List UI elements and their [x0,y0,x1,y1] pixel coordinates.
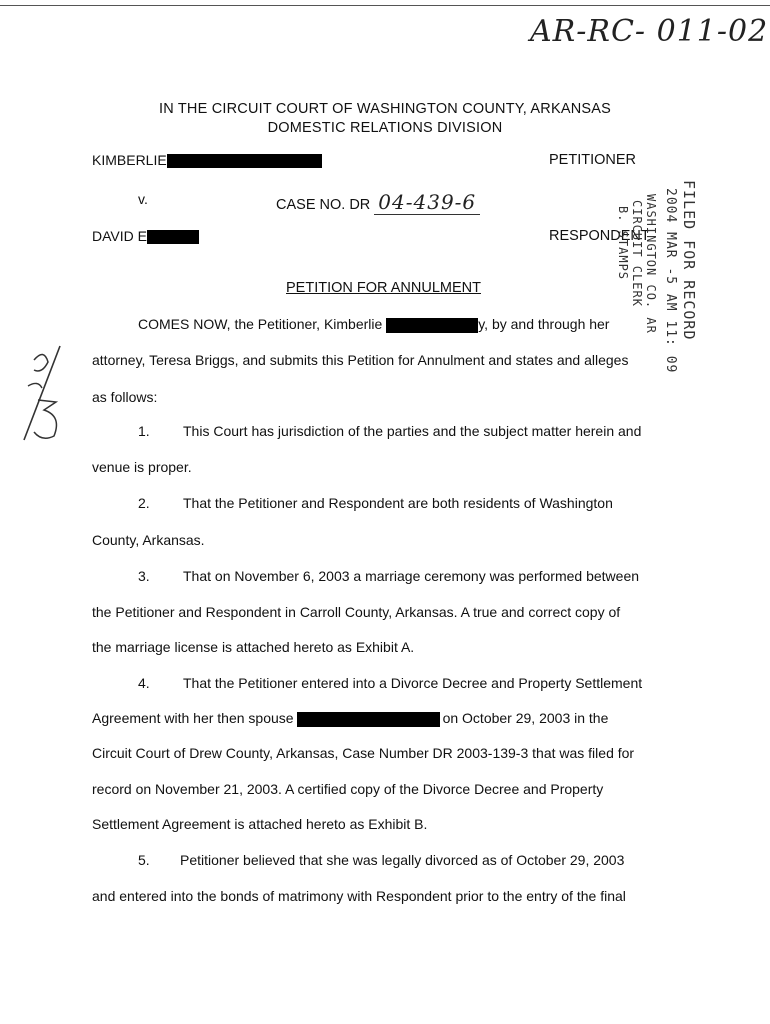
intro-line-1 [138,316,609,333]
para-3-line-1: That on November 6, 2003 a marriage ceremony was performed between [183,568,640,584]
handwritten-stamp-code: AR-RC- 011-02 [530,14,769,49]
filed-for-record-stamp [588,180,718,374]
redaction-bar [167,154,322,168]
margin-note-drawing [4,340,94,450]
para-2-line-2: County, Arkansas. [92,532,205,548]
redaction-bar [297,712,440,727]
para-4-line-2 [92,710,608,727]
respondent-line [92,228,199,244]
para-1-line-1: This Court has jurisdiction of the parties and the subject matter herein and [183,423,642,439]
respondent-role: RESPONDENT [549,228,650,244]
case-number-value: 04-439-6 [374,190,480,215]
intro-text: y, by and through her [478,316,610,332]
intro-text: COMES NOW, the Petitioner, Kimberlie [138,316,383,332]
para-5-number: 5. [138,852,150,868]
stamp-line: 2004 MAR -5 AM 11: 09 [663,188,678,374]
margin-handwritten-note [4,340,94,450]
para-4-line-4: record on November 21, 2003. A certified copy of the Divorce Decree and Property [92,781,604,797]
para-3-line-2: the Petitioner and Respondent in Carroll County, Arkansas. A true and correct copy of [92,604,621,620]
redaction-bar [147,230,199,244]
para-2-line-1: That the Petitioner and Respondent are both residents of Washington [183,495,613,511]
para-3-number: 3. [138,568,150,584]
case-number-label: CASE NO. DR [276,197,371,213]
para-5-line-1: Petitioner believed that she was legally divorced as of October 29, 2003 [180,852,625,868]
para-1-number: 1. [138,423,150,439]
petitioner-line [92,152,322,168]
court-division: DOMESTIC RELATIONS DIVISION [267,120,503,136]
intro-line-3: as follows: [92,389,158,405]
respondent-name: DAVID E [92,228,147,244]
court-heading: IN THE CIRCUIT COURT OF WASHINGTON COUNTY, ARKANSAS [159,101,611,117]
para-4-line-5: Settlement Agreement is attached hereto as Exhibit B. [92,816,428,832]
stamp-line: WASHINGTON CO. AR [644,194,658,334]
redaction-bar [386,318,478,333]
document-title: PETITION FOR ANNULMENT [286,280,481,296]
para-5-line-2: and entered into the bonds of matrimony with Respondent prior to the entry of the final [92,888,626,904]
para-3-line-3: the marriage license is attached hereto as Exhibit A. [92,639,415,655]
para-4-line-1: That the Petitioner entered into a Divorce Decree and Property Settlement [183,675,643,691]
stamp-line: B. STAMPS [616,206,630,281]
top-scan-rule [0,5,770,6]
para-1-line-2: venue is proper. [92,459,192,475]
para-4-text: on October 29, 2003 in the [442,710,609,726]
para-4-text: Agreement with her then spouse [92,710,294,726]
stamp-line: CIRCUIT CLERK [630,200,644,307]
para-4-line-3: Circuit Court of Drew County, Arkansas, Case Number DR 2003-139-3 that was filed for [92,745,635,761]
case-number [276,190,480,214]
versus-label: v. [138,191,148,207]
para-4-number: 4. [138,675,150,691]
stamp-line: FILED FOR RECORD [680,180,698,341]
para-2-number: 2. [138,495,150,511]
intro-line-2: attorney, Teresa Briggs, and submits this Petition for Annulment and states and alleges [92,352,629,368]
petitioner-role: PETITIONER [549,152,637,168]
petitioner-name: KIMBERLIE [92,152,167,168]
